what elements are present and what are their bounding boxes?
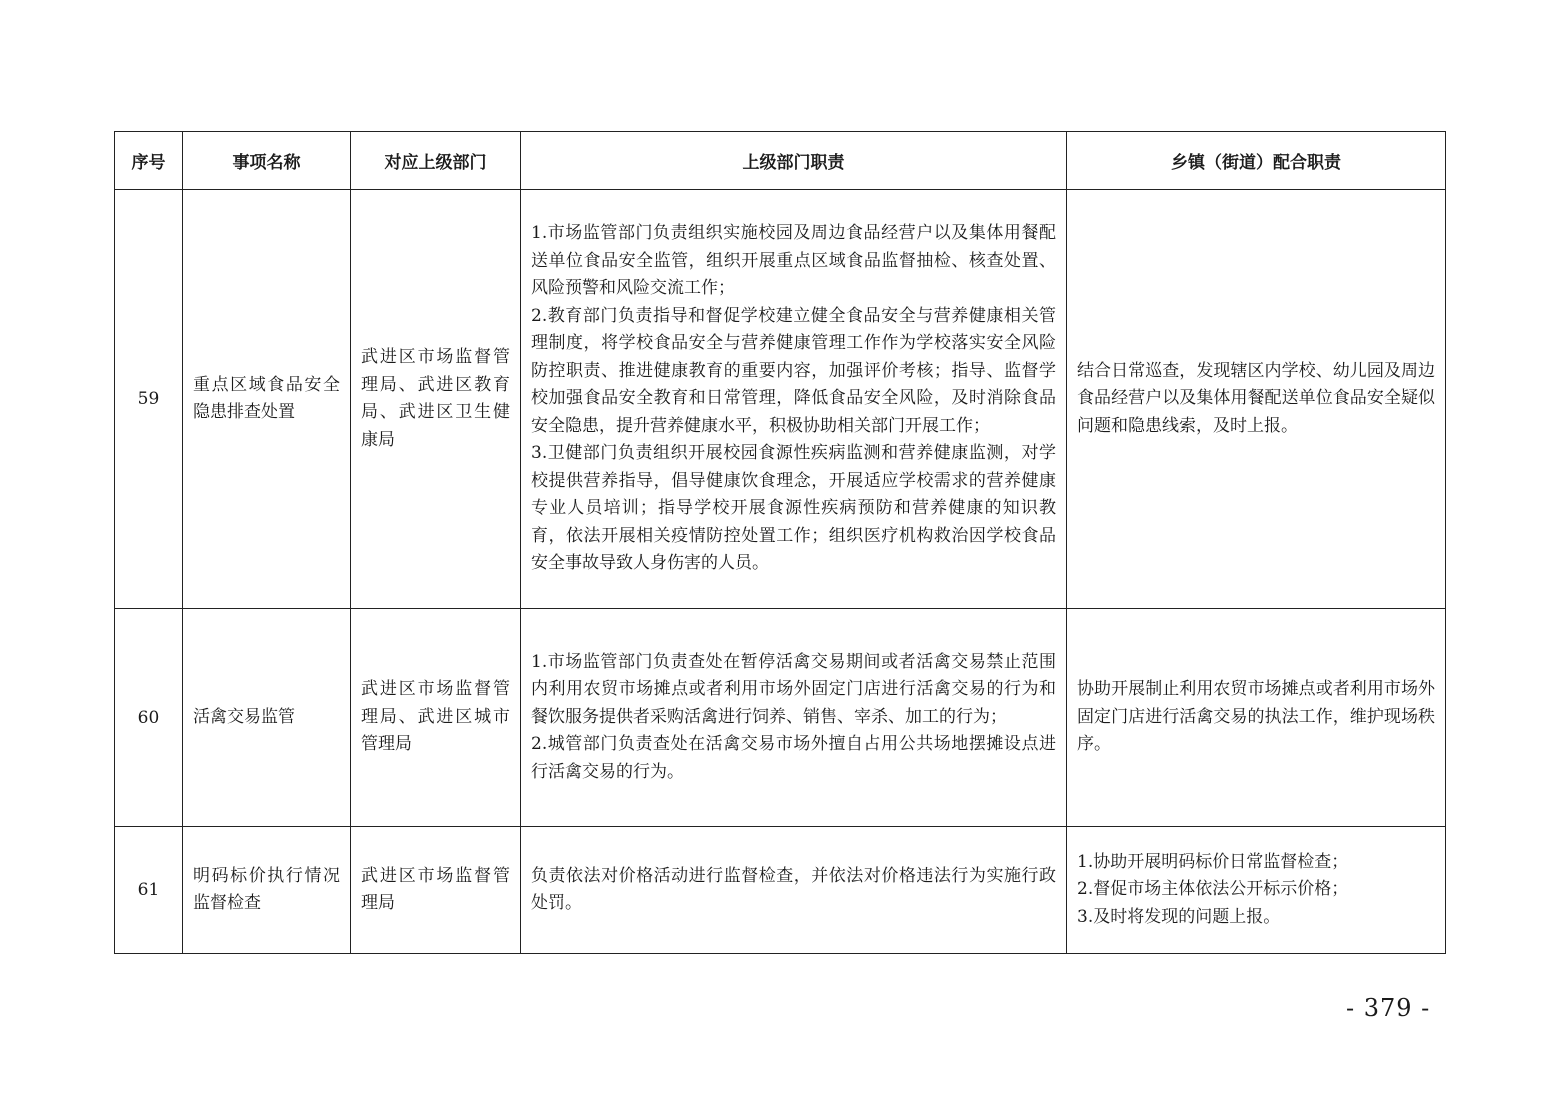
header-superior-dept: 对应上级部门 [351,132,521,190]
row-superior-duty [521,827,1067,954]
duty-paragraph: 1.市场监管部门负责组织实施校园及周边食品经营户以及集体用餐配送单位食品安全监管，组织开展重点区域食品监督抽检、核查处置、风险预警和风险交流工作； [531,223,1056,299]
row-item-name: 活禽交易监管 [183,609,351,827]
header-seq: 序号 [115,132,183,190]
row-seq: 59 [115,190,183,609]
town-duty-paragraph: 协助开展制止利用农贸市场摊点或者利用市场外固定门店进行活禽交易的执法工作，维护现场秩序。 [1077,679,1435,755]
duty-paragraph: 1.市场监管部门负责查处在暂停活禽交易期间或者活禽交易禁止范围内利用农贸市场摊点或者利用市场外固定门店进行活禽交易的行为和餐饮服务提供者采购活禽进行饲养、销售、宰杀、加工的行为； [531,651,1056,727]
duty-paragraph: 2.城管部门负责查处在活禽交易市场外擅自占用公共场地摆摊设点进行活禽交易的行为。 [531,734,1056,782]
row-item-name: 重点区域食品安全隐患排查处置 [183,190,351,609]
table-header-row [115,132,1446,190]
table-row [115,190,1446,609]
page-number: - 379 - [1346,994,1431,1022]
town-duty-paragraph: 1.协助开展明码标价日常监督检查； [1077,851,1349,872]
row-town-duty [1067,827,1446,954]
responsibility-table [114,131,1446,954]
duty-paragraph: 负责依法对价格活动进行监督检查，并依法对价格违法行为实施行政处罚。 [531,865,1056,913]
table-row [115,827,1446,954]
row-seq: 60 [115,609,183,827]
row-superior-dept: 武进区市场监督管理局、武进区教育局、武进区卫生健康局 [351,190,521,609]
row-superior-duty [521,609,1067,827]
town-duty-paragraph: 3.及时将发现的问题上报。 [1077,906,1281,927]
row-superior-duty [521,190,1067,609]
row-seq: 61 [115,827,183,954]
row-item-name: 明码标价执行情况监督检查 [183,827,351,954]
header-item-name: 事项名称 [183,132,351,190]
town-duty-paragraph: 结合日常巡查，发现辖区内学校、幼儿园及周边食品经营户以及集体用餐配送单位食品安全疑似问题和隐患线索，及时上报。 [1077,360,1435,436]
header-town-duty: 乡镇（街道）配合职责 [1067,132,1446,190]
row-superior-dept: 武进区市场监督管理局 [351,827,521,954]
row-town-duty [1067,609,1446,827]
header-superior-duty: 上级部门职责 [521,132,1067,190]
duty-paragraph: 3.卫健部门负责组织开展校园食源性疾病监测和营养健康监测，对学校提供营养指导，倡导健康饮食理念，开展适应学校需求的营养健康专业人员培训；指导学校开展食源性疾病预防和营养健康的知识教育，依法开展相关疫情防控处置工作；组织医疗机构救治因学校食品安全事故导致人身伤害的人员。 [531,443,1056,574]
row-town-duty [1067,190,1446,609]
table-row [115,609,1446,827]
duty-paragraph: 2.教育部门负责指导和督促学校建立健全食品安全与营养健康相关管理制度，将学校食品安全与营养健康管理工作作为学校落实安全风险防控职责、推进健康教育的重要内容，加强评价考核；指导、监督学校加强食品安全教育和日常管理，降低食品安全风险，及时消除食品安全隐患，提升营养健康水平，积极协助相关部门开展工作； [531,305,1056,436]
town-duty-paragraph: 2.督促市场主体依法公开标示价格； [1077,879,1349,900]
row-superior-dept: 武进区市场监督管理局、武进区城市管理局 [351,609,521,827]
